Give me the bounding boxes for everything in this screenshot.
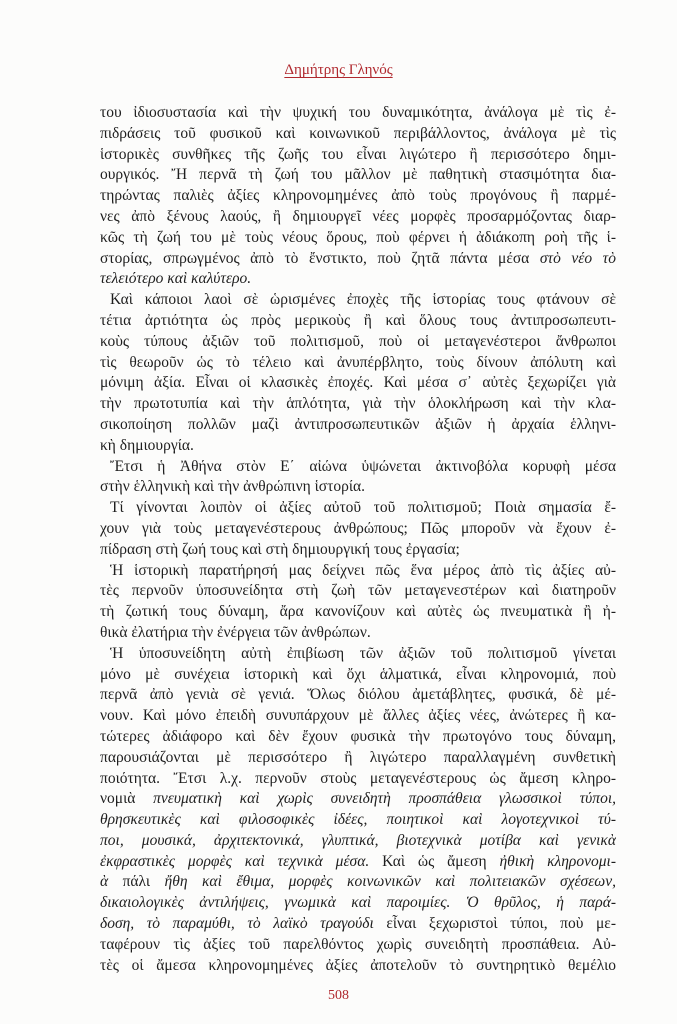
- text-line: [100, 602, 616, 623]
- text-run: Ἡ ὑποσυνείδητη αὐτὴ ἐπιβίωση τῶν ἀξιῶν τοῦ πολιτισμοῦ γίνεται: [110, 644, 616, 662]
- text-run: μόνιμη ἀξία. Εἶναι οἱ κλασικὲς ἐποχές. Καὶ μέσα σ᾿ αὐτὲς ξεχωρίζει γιὰ: [100, 374, 616, 392]
- text-line: [100, 748, 616, 769]
- text-run: τὴν πρωτοτυπία καὶ τὴν ἁπλότητα, γιὰ τὴν ὁλοκλήρωση καὶ τὴν κλα-: [100, 395, 616, 413]
- text-run: θικὰ ἐλατήρια τὴν ἐνέργεια τῶν ἀνθρώπων.: [100, 623, 371, 641]
- text-line: [100, 789, 616, 810]
- text-run: στορίας, σπρωγμένος ἀπὸ τὸ ἔνστικτο, ποὺ ζητᾶ πάντα μέσα: [100, 249, 540, 267]
- text-run: τώτερες ἀδιάφορο καὶ δὲν ἔχουν φυσικὰ τὴν πρωτογόνο τους δύναμη,: [100, 727, 616, 745]
- italic-text-run: πνευματικὴ καὶ χωρὶς συνειδητὴ προσπάθεια γλωσσικοὶ τύποι,: [153, 790, 616, 808]
- italic-text-run: τελειότερο καὶ καλύτερο.: [100, 270, 252, 288]
- text-line: [100, 831, 616, 852]
- text-run: κὴ δημιουργία.: [100, 436, 194, 454]
- text-run: Τί γίνονται λοιπὸν οἱ ἀξίες αὐτοῦ τοῦ πολιτισμοῦ; Ποιὰ σημασία ἔ-: [110, 499, 616, 517]
- running-head-title: Δημήτρης Γληνός: [284, 62, 393, 78]
- italic-text-run: δοση, τὸ παραμύθι, τὸ λαϊκὸ τραγούδι: [100, 915, 374, 933]
- italic-text-run: θρησκευτικὲς καὶ φιλοσοφικὲς ἰδέες, ποιητικοὶ καὶ λογοτεχνικοὶ τύ-: [100, 811, 616, 829]
- italic-text-run: δικαιολογικὲς ἀντιλήψεις, γνωμικὰ καὶ παροιμίες. Ὁ θρῦλος, ἡ παρά-: [100, 894, 616, 912]
- text-line: [100, 269, 616, 290]
- text-run: ἱστορικὲς συνθῆκες τῆς ζωῆς του εἶναι λιγώτερο ἢ περισσότερο δημι-: [100, 145, 616, 163]
- text-run: του ἰδιοσυστασία καὶ τὴν ψυχική του δυναμικότητα, ἀνάλογα μὲ τὶς ἐ-: [100, 104, 616, 121]
- paragraph: [100, 290, 616, 456]
- italic-text-run: στὸ νέο τὸ: [539, 249, 616, 267]
- text-line: [100, 852, 616, 873]
- text-run: Ἔτσι ἡ Ἀθήνα στὸν Ε΄ αἰώνα ὑψώνεται ἀκτινοβόλα κορυφὴ μέσα: [110, 457, 616, 475]
- text-line: [100, 665, 616, 686]
- text-run: Καὶ ὡς ἄμεση: [369, 852, 500, 870]
- text-line: [100, 415, 616, 436]
- paragraph: [100, 561, 616, 644]
- text-line: [100, 498, 616, 519]
- text-line: [100, 103, 616, 124]
- text-line: [100, 436, 616, 457]
- italic-text-run: ἠθικὴ κληρονομι-: [499, 852, 616, 870]
- text-line: [100, 644, 616, 665]
- text-line: [100, 769, 616, 790]
- text-run: τὶς θεωροῦν ὡς τὸ τέλειο καὶ ἀνυπέρβλητο, τοὺς δίνουν ἀπόλυτη καὶ: [100, 353, 616, 371]
- body-text: [100, 103, 616, 976]
- page-number: 508: [328, 988, 349, 1003]
- text-line: [100, 249, 616, 270]
- text-line: [100, 519, 616, 540]
- text-line: [100, 893, 616, 914]
- text-line: [100, 186, 616, 207]
- text-run: πάλι: [108, 873, 165, 891]
- text-run: Καὶ κάποιοι λαοὶ σὲ ὡρισμένες ἐποχὲς τῆς ἱστορίας τους φτάνουν σὲ: [110, 291, 616, 309]
- text-run: κοὺς τύπους ἀξιῶν τοῦ πολιτισμοῦ, ποὺ οἱ μεταγενέστεροι ἄνθρωποι: [100, 332, 616, 350]
- text-line: [100, 228, 616, 249]
- paragraph: [100, 457, 616, 499]
- text-line: [100, 914, 616, 935]
- text-line: [100, 457, 616, 478]
- text-run: μόνο μὲ συνέχεια ἱστορικὴ καὶ ὄχι ἁλματικά, εἶναι κληρονομιά, ποὺ: [100, 665, 616, 683]
- text-line: [100, 685, 616, 706]
- text-line: [100, 623, 616, 644]
- text-line: [100, 727, 616, 748]
- text-line: [100, 124, 616, 145]
- italic-text-run: ὰ: [100, 873, 109, 891]
- text-run: νομιὰ: [100, 790, 154, 808]
- text-run: εἶναι ξεχωριστοὶ τύποι, ποὺ με-: [373, 915, 616, 933]
- text-run: πιδράσεις τοῦ φυσικοῦ καὶ κοινωνικοῦ περιβάλλοντος, ἀνάλογα μὲ τὶς: [100, 124, 616, 142]
- text-line: [100, 935, 616, 956]
- text-run: τέτια ἀρτιότητα ὡς πρὸς μερικοὺς ἢ καὶ ὅλους τους ἀντιπροσωπευτι-: [100, 311, 616, 329]
- text-run: σικοποίηση πολλῶν μαζὶ ἀντιπροσωπευτικῶν ἀξιῶν ἡ ἀρχαία ἑλληνι-: [100, 415, 616, 433]
- text-run: ποιότητα. Ἔτσι λ.χ. περνοῦν στοὺς μεταγενέστερους ὡς ἄμεση κληρο-: [100, 769, 616, 787]
- text-line: [100, 477, 616, 498]
- text-run: πίδραση στὴ ζωή τους καὶ στὴ δημιουργική τους ἐργασία;: [100, 540, 460, 558]
- text-line: [100, 561, 616, 582]
- text-run: τὴ ζωτική τους δύναμη, ἄρα κανονίζουν καὶ αὐτὲς ὡς πνευματικὰ ἢ ἠ-: [100, 603, 616, 621]
- text-line: [100, 145, 616, 166]
- italic-text-run: ἐκφραστικὲς μορφὲς καὶ τεχνικὰ μέσα.: [100, 852, 370, 870]
- text-run: περνᾶ ἀπὸ γενιὰ σὲ γενιά. Ὅλως διόλου ἀμετάβλητες, φυσικά, δὲ μέ-: [100, 686, 616, 704]
- text-line: [100, 706, 616, 727]
- text-line: [100, 956, 616, 977]
- text-line: [100, 540, 616, 561]
- text-run: κῶς τὴ ζωή του μὲ τοὺς νέους ὅρους, ποὺ φέρνει ἡ ἀδιάκοπη ροὴ τῆς ἱ-: [100, 228, 616, 246]
- text-run: παρουσιάζονται μὲ περισσότερο ἢ λιγώτερο παραλλαγμένη συνθετικὴ: [100, 748, 616, 766]
- paragraph: [100, 498, 616, 560]
- text-line: [100, 394, 616, 415]
- text-run: νουν. Καὶ μόνο ἐπειδὴ συνυπάρχουν μὲ ἄλλες ἀξίες νέες, ἀνώτερες ἢ κα-: [100, 707, 616, 725]
- italic-text-run: ἤθη καὶ ἔθιμα, μορφὲς κοινωνικῶν καὶ πολιτειακῶν σχέσεων,: [164, 873, 616, 891]
- text-line: [100, 165, 616, 186]
- italic-text-run: ποι, μουσικά, ἀρχιτεκτονικά, γλυπτικά, βιοτεχνικὰ μοτίβα καὶ γενικὰ: [100, 831, 616, 849]
- text-line: [100, 332, 616, 353]
- text-run: χουν γιὰ τοὺς μεταγενέστερους ἀνθρώπους; Πῶς μποροῦν νὰ ἔχουν ἐ-: [100, 519, 616, 537]
- text-run: ταφέρουν τὶς ἀξίες τοῦ παρελθόντος χωρὶς συνειδητὴ προσπάθεια. Αὐ-: [100, 935, 616, 953]
- text-line: [100, 373, 616, 394]
- text-run: τηρώντας παλιὲς ἀξίες κληρονομημένες ἀπὸ τοὺς προγόνους ἢ παρμέ-: [100, 187, 616, 205]
- text-line: [100, 581, 616, 602]
- paragraph: [100, 103, 616, 290]
- text-line: [100, 311, 616, 332]
- text-line: [100, 207, 616, 228]
- text-run: ουργικός. Ἤ περνᾶ τὴ ζωή του μᾶλλον μὲ παθητικὴ στασιμότητα δια-: [100, 166, 616, 184]
- text-run: τὲς οἱ ἄμεσα κληρονομημένες ἀξίες ἀποτελοῦν τὸ συντηρητικὸ θεμέλιο: [100, 956, 616, 974]
- paragraph: [100, 644, 616, 977]
- text-run: νες ἀπὸ ξένους λαούς, ἢ δημιουργεῖ νέες μορφὲς προσαρμόζοντας διαρ-: [100, 207, 616, 225]
- text-line: [100, 353, 616, 374]
- text-run: τὲς περνοῦν ὑποσυνείδητα στὴ ζωὴ τῶν μεταγενεστέρων καὶ διατηροῦν: [100, 582, 616, 600]
- text-line: [100, 810, 616, 831]
- text-run: Ἡ ἱστορικὴ παρατήρησή μας δείχνει πῶς ἕνα μέρος ἀπὸ τὶς ἀξίες αὐ-: [110, 561, 616, 579]
- text-run: στὴν ἑλληνικὴ καὶ τὴν ἀνθρώπινη ἱστορία.: [100, 478, 365, 496]
- text-line: [100, 290, 616, 311]
- running-head: [0, 60, 677, 80]
- text-line: [100, 872, 616, 893]
